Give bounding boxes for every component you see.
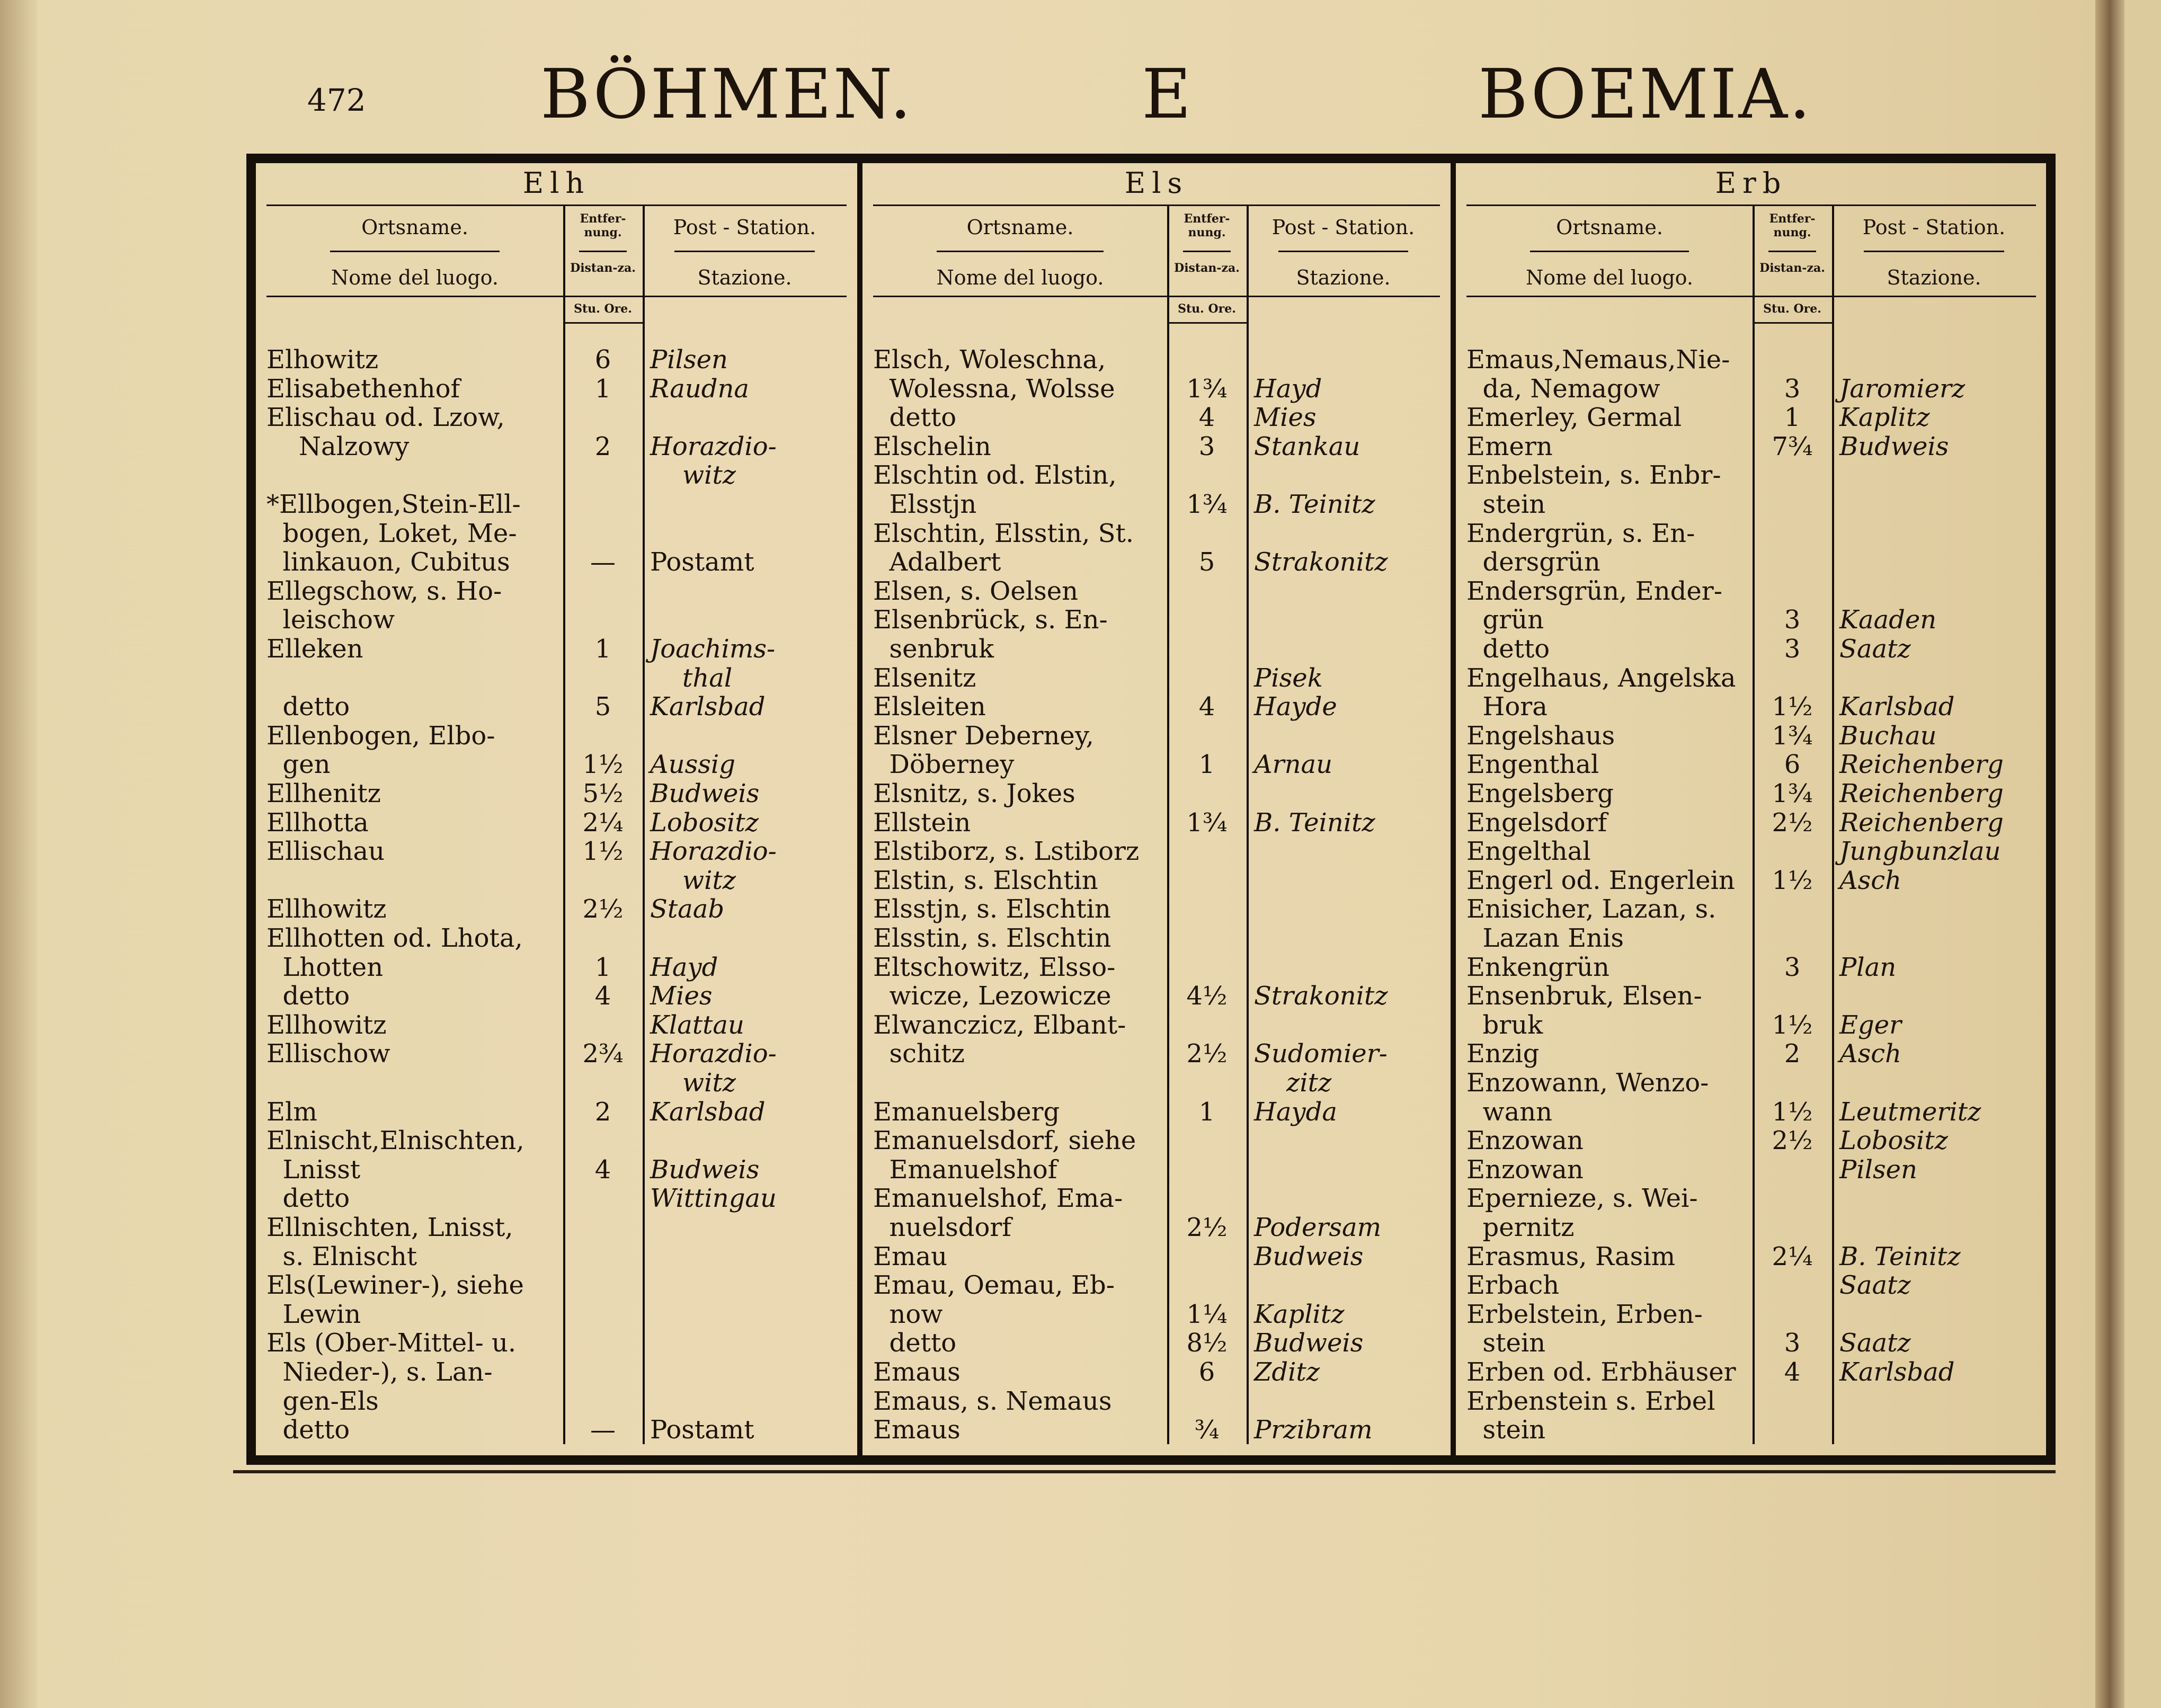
header-ortsname: Ortsname.	[361, 216, 468, 239]
place-name: detto	[1466, 634, 1550, 664]
header-stunden-ore: Stu. Ore.	[1178, 302, 1236, 316]
place-name: Eltschowitz, Elsso-	[873, 952, 1116, 982]
place-name: detto	[873, 1328, 957, 1358]
distance-value: 5½	[582, 779, 624, 808]
distance-value: 4	[594, 1154, 611, 1185]
place-name: Ellischau	[266, 837, 385, 867]
distance-value: 1	[594, 952, 611, 982]
units-underline	[1753, 322, 1832, 324]
distance-value: 2¼	[1772, 1241, 1813, 1271]
place-name: Elsnitz, s. Jokes	[873, 779, 1075, 808]
place-name: Erbelstein, Erben-	[1466, 1299, 1703, 1329]
station-column-rule	[643, 204, 645, 1444]
post-station: Karlsbad	[650, 1097, 766, 1127]
distance-value: 1¾	[1186, 490, 1228, 519]
table-bottom-rule	[233, 1470, 2056, 1473]
place-name: Ellhotta	[266, 807, 369, 838]
place-name: schitz	[873, 1039, 965, 1069]
header-entfernung: Entfer-nung.	[580, 212, 626, 239]
post-station: Arnau	[1254, 750, 1333, 780]
distance-value: 1¼	[1186, 1299, 1228, 1329]
header-top-rule	[873, 204, 1440, 206]
header-distanza: Distan-za.	[1759, 261, 1825, 275]
post-station: Lobositz	[1839, 1126, 1948, 1156]
facing-page-edge	[2124, 0, 2161, 1708]
place-name: Els (Ober-Mittel- u.	[266, 1328, 517, 1358]
distance-value: 3	[1198, 431, 1215, 461]
post-station: Karlsbad	[1839, 692, 1955, 722]
post-station: Hayde	[1254, 692, 1337, 722]
place-name: Elsenbrück, s. En-	[873, 605, 1108, 635]
post-station: Strakonitz	[1254, 981, 1388, 1011]
distance-value: 6	[1784, 750, 1801, 780]
column-title: Els	[1124, 166, 1189, 200]
gazetteer-table	[246, 154, 2056, 1465]
distance-value: 1½	[1772, 865, 1813, 895]
post-station: Hayd	[650, 952, 718, 982]
column-title: Erb	[1715, 166, 1788, 200]
place-name: bruk	[1466, 1010, 1543, 1040]
post-station: B. Teinitz	[1254, 490, 1375, 519]
place-name: Wolessna, Wolsse	[873, 373, 1115, 404]
place-name: Adalbert	[873, 547, 1001, 577]
place-name: Emanuelsberg	[873, 1097, 1060, 1127]
place-name: senbruk	[873, 634, 994, 664]
distance-value: 3	[1784, 634, 1801, 664]
place-name: Enzowan	[1466, 1126, 1584, 1156]
header-nome-del-luogo: Nome del luogo.	[1526, 266, 1693, 289]
post-station: Lobositz	[650, 807, 759, 838]
place-name: Hora	[1466, 692, 1548, 722]
distance-value: —	[590, 547, 616, 577]
place-name: Erben od. Erbhäuser	[1466, 1357, 1736, 1387]
post-station: Pilsen	[650, 345, 728, 375]
ortsname-underline	[330, 251, 500, 252]
header-bottom-rule	[1466, 296, 2036, 297]
place-name: Emerley, Germal	[1466, 403, 1682, 433]
post-station: Reichenberg	[1839, 750, 2004, 780]
post-station: Hayda	[1254, 1097, 1337, 1127]
place-name: Emanuelshof	[873, 1154, 1057, 1185]
place-name: stein	[1466, 490, 1546, 519]
place-name: leischow	[266, 605, 395, 635]
place-name: Engelhaus, Angelska	[1466, 663, 1736, 693]
distance-value: ¾	[1194, 1415, 1220, 1445]
distance-value: 6	[1198, 1357, 1215, 1387]
place-name: Elschtin, Elsstin, St.	[873, 518, 1134, 548]
place-name: Emau, Oemau, Eb-	[873, 1270, 1115, 1301]
distance-underline	[1768, 251, 1816, 252]
place-name: Elisabethenhof	[266, 373, 460, 404]
place-name: Enzig	[1466, 1039, 1540, 1069]
place-name: Els(Lewiner-), siehe	[266, 1270, 524, 1301]
place-name: Emanuelshof, Ema-	[873, 1184, 1123, 1214]
column-divider	[857, 163, 862, 1455]
station-column-rule	[1247, 204, 1249, 1444]
distance-value: 2¾	[582, 1039, 624, 1069]
header-post-station: Post - Station.	[673, 216, 816, 239]
place-name: pernitz	[1466, 1213, 1575, 1242]
post-station: Hayd	[1254, 373, 1322, 404]
place-name: Endergrün, s. En-	[1466, 518, 1695, 548]
place-name: Emau	[873, 1241, 948, 1271]
header-entfernung: Entfer-nung.	[1184, 212, 1230, 239]
header-stazione: Stazione.	[697, 266, 792, 289]
place-name: detto	[873, 403, 957, 433]
distance-value: —	[590, 1415, 616, 1445]
place-name: Ellstein	[873, 807, 971, 838]
post-station: Saatz	[1839, 1328, 1911, 1358]
station-underline	[1278, 251, 1408, 252]
place-name: Erasmus, Rasim	[1466, 1241, 1676, 1271]
place-name: linkauon, Cubitus	[266, 547, 510, 577]
distance-value: 1¾	[1186, 807, 1228, 838]
header-stazione: Stazione.	[1887, 266, 1981, 289]
place-name: stein	[1466, 1415, 1546, 1445]
place-name: Emaus	[873, 1415, 961, 1445]
place-name: detto	[266, 1184, 350, 1214]
distance-value: 1¾	[1772, 779, 1813, 808]
header-ortsname: Ortsname.	[966, 216, 1074, 239]
place-name: Emaus, s. Nemaus	[873, 1386, 1112, 1416]
place-name: Elhowitz	[266, 345, 379, 375]
book-gutter	[2095, 0, 2124, 1708]
place-name: Emaus	[873, 1357, 961, 1387]
header-ortsname: Ortsname.	[1556, 216, 1663, 239]
place-name: Engerl od. Engerlein	[1466, 865, 1735, 895]
distance-value: 8½	[1186, 1328, 1228, 1358]
post-station: Staab	[650, 894, 725, 924]
post-station: Pisek	[1254, 663, 1323, 693]
page-header	[0, 55, 2093, 151]
place-name: Emaus,Nemaus,Nie-	[1466, 345, 1730, 375]
header-left-title: BÖHMEN.	[540, 55, 913, 134]
place-name: Elsstjn, s. Elschtin	[873, 894, 1111, 924]
place-name: Emanuelsdorf, siehe	[873, 1126, 1136, 1156]
place-name: Enzowan	[1466, 1154, 1584, 1185]
distance-value: 2½	[1772, 807, 1813, 838]
post-station: Plan	[1839, 952, 1897, 982]
table-column-elh	[256, 163, 857, 1455]
place-name: da, Nemagow	[1466, 373, 1660, 404]
place-name: *Ellbogen,Stein-Ell-	[266, 490, 521, 519]
post-station: Podersam	[1254, 1213, 1382, 1242]
distance-value: 1	[594, 373, 611, 404]
distance-underline	[579, 251, 627, 252]
distance-value: 1	[1198, 1097, 1215, 1127]
distance-value: 1¾	[1186, 373, 1228, 404]
post-station: Saatz	[1839, 634, 1911, 664]
header-stazione: Stazione.	[1296, 266, 1391, 289]
distance-value: 1	[594, 634, 611, 664]
place-name: Elsleiten	[873, 692, 986, 722]
post-station: Leutmeritz	[1839, 1097, 1981, 1127]
distance-value: 4	[594, 981, 611, 1011]
post-station: Mies	[650, 981, 713, 1011]
place-name: wicze, Lezowicze	[873, 981, 1111, 1011]
post-station: Karlsbad	[1839, 1357, 1955, 1387]
distance-value: 3	[1784, 1328, 1801, 1358]
distance-value: 3	[1784, 373, 1801, 404]
distance-value: 2¼	[582, 807, 624, 838]
place-name: nuelsdorf	[873, 1213, 1012, 1242]
place-name: Epernieze, s. Wei-	[1466, 1184, 1698, 1214]
post-station: Postamt	[650, 1415, 754, 1445]
header-top-rule	[1466, 204, 2036, 206]
distance-value: 1½	[582, 837, 624, 867]
place-name: detto	[266, 1415, 350, 1445]
table-column-els	[862, 163, 1451, 1455]
header-post-station: Post - Station.	[1271, 216, 1415, 239]
distance-value: 7¾	[1772, 431, 1813, 461]
post-station: Postamt	[650, 547, 754, 577]
place-name: Elsstjn	[873, 490, 977, 519]
post-station: Budweis	[1254, 1241, 1364, 1271]
distance-value: 2½	[582, 894, 624, 924]
place-name: Erbach	[1466, 1270, 1560, 1301]
place-name: Ellhenitz	[266, 779, 381, 808]
place-name: Elischau od. Lzow,	[266, 403, 505, 433]
place-name: Elm	[266, 1097, 317, 1127]
post-station: Kaplitz	[1254, 1299, 1345, 1329]
post-station: Asch	[1839, 1039, 1902, 1069]
header-top-rule	[266, 204, 847, 206]
column-divider	[1451, 163, 1456, 1455]
header-stunden-ore: Stu. Ore.	[1763, 302, 1821, 316]
header-bottom-rule	[266, 296, 847, 297]
place-name: detto	[266, 981, 350, 1011]
distance-value: 3	[1784, 605, 1801, 635]
place-name: Engenthal	[1466, 750, 1599, 780]
distance-value: 1	[1198, 750, 1215, 780]
place-name: bogen, Loket, Me-	[266, 518, 517, 548]
post-station: witz	[650, 865, 736, 895]
place-name: Elstiborz, s. Lstiborz	[873, 837, 1140, 867]
header-entfernung: Entfer-nung.	[1769, 212, 1816, 239]
post-station: witz	[650, 460, 736, 491]
post-station: Kaaden	[1839, 605, 1937, 635]
post-station: Budweis	[650, 1154, 760, 1185]
distance-value: 5	[594, 692, 611, 722]
distance-value: 1¾	[1772, 720, 1813, 751]
place-name: Elsenitz	[873, 663, 976, 693]
distance-value: 4	[1784, 1357, 1801, 1387]
place-name: Engelshaus	[1466, 720, 1615, 751]
post-station: Reichenberg	[1839, 807, 2004, 838]
post-station: Saatz	[1839, 1270, 1911, 1301]
place-name: Enzowann, Wenzo-	[1466, 1068, 1709, 1098]
post-station: B. Teinitz	[1254, 807, 1375, 838]
distance-value: 1½	[1772, 1010, 1813, 1040]
place-name: Elleken	[266, 634, 363, 664]
place-name: Engelthal	[1466, 837, 1591, 867]
post-station: Joachims-	[650, 634, 776, 664]
station-underline	[674, 251, 815, 252]
distance-value: 1½	[1772, 1097, 1813, 1127]
place-name: Lazan Enis	[1466, 923, 1624, 953]
place-name: Elsstin, s. Elschtin	[873, 923, 1111, 953]
place-name: Nalzowy	[266, 431, 410, 461]
header-distanza: Distan-za.	[570, 261, 636, 275]
place-name: Lhotten	[266, 952, 384, 982]
place-name: Emern	[1466, 431, 1553, 461]
distance-value: 5	[1198, 547, 1215, 577]
place-name: Ellnischten, Lnisst,	[266, 1213, 513, 1242]
table-column-erb	[1456, 163, 2047, 1455]
place-name: Elsner Deberney,	[873, 720, 1094, 751]
post-station: Przibram	[1254, 1415, 1373, 1445]
units-underline	[563, 322, 643, 324]
header-distanza: Distan-za.	[1174, 261, 1240, 275]
place-name: Ensenbruk, Elsen-	[1466, 981, 1702, 1011]
post-station: Reichenberg	[1839, 779, 2004, 808]
post-station: Aussig	[650, 750, 735, 780]
place-name: detto	[266, 692, 350, 722]
page-number: 472	[307, 82, 366, 118]
place-name: Elnischt,Elnischten,	[266, 1126, 524, 1156]
post-station: thal	[650, 663, 733, 693]
post-station: Stankau	[1254, 431, 1360, 461]
place-name: Elschelin	[873, 431, 991, 461]
place-name: gen-Els	[266, 1386, 379, 1416]
post-station: B. Teinitz	[1839, 1241, 1961, 1271]
place-name: Engelsdorf	[1466, 807, 1607, 838]
post-station: Wittingau	[650, 1184, 777, 1214]
distance-value: 2	[594, 1097, 611, 1127]
place-name: Ellhowitz	[266, 1010, 387, 1040]
place-name: stein	[1466, 1328, 1546, 1358]
header-letter: E	[1142, 55, 1193, 134]
place-name: Ellegschow, s. Ho-	[266, 576, 502, 606]
place-name: Lnisst	[266, 1154, 361, 1185]
place-name: Enkengrün	[1466, 952, 1609, 982]
distance-value: 2½	[1186, 1213, 1228, 1242]
distance-value: 2	[594, 431, 611, 461]
post-station: Horazdio-	[650, 837, 777, 867]
place-name: dersgrün	[1466, 547, 1600, 577]
station-column-rule	[1832, 204, 1834, 1444]
station-underline	[1864, 251, 2004, 252]
place-name: Elsen, s. Oelsen	[873, 576, 1079, 606]
place-name: Döberney	[873, 750, 1015, 780]
header-bottom-rule	[873, 296, 1440, 297]
place-name: wann	[1466, 1097, 1553, 1127]
column-title: Elh	[522, 166, 591, 200]
place-name: grün	[1466, 605, 1544, 635]
distance-value: 6	[594, 345, 611, 375]
place-name: Ellischow	[266, 1039, 390, 1069]
place-name: Engelsberg	[1466, 779, 1614, 808]
distance-value: 4½	[1186, 981, 1228, 1011]
place-name: Elsch, Woleschna,	[873, 345, 1106, 375]
post-station: Pilsen	[1839, 1154, 1917, 1185]
place-name: Elwanczicz, Elbant-	[873, 1010, 1126, 1040]
post-station: Budweis	[1254, 1328, 1364, 1358]
distance-value: 4	[1198, 403, 1215, 433]
post-station: Sudomier-	[1254, 1039, 1388, 1069]
post-station: Jungbunzlau	[1839, 837, 2001, 867]
post-station: Strakonitz	[1254, 547, 1388, 577]
header-nome-del-luogo: Nome del luogo.	[331, 266, 499, 289]
place-name: Enisicher, Lazan, s.	[1466, 894, 1717, 924]
post-station: Budweis	[650, 779, 760, 808]
post-station: Horazdio-	[650, 431, 777, 461]
post-station: Zditz	[1254, 1357, 1320, 1387]
post-station: Karlsbad	[650, 692, 766, 722]
distance-value: 4	[1198, 692, 1215, 722]
place-name: now	[873, 1299, 943, 1329]
distance-value: 1½	[1772, 692, 1813, 722]
post-station: Raudna	[650, 373, 750, 404]
post-station: zitz	[1254, 1068, 1332, 1098]
header-post-station: Post - Station.	[1862, 216, 2006, 239]
place-name: Nieder-), s. Lan-	[266, 1357, 493, 1387]
post-station: Budweis	[1839, 431, 1949, 461]
place-name: Lewin	[266, 1299, 361, 1329]
distance-value: 1	[1784, 403, 1801, 433]
post-station: Asch	[1839, 865, 1902, 895]
header-stunden-ore: Stu. Ore.	[574, 302, 632, 316]
ortsname-underline	[937, 251, 1104, 252]
post-station: Klattau	[650, 1010, 744, 1040]
post-station: Mies	[1254, 403, 1317, 433]
place-name: Ellhowitz	[266, 894, 387, 924]
distance-value: 2½	[1772, 1126, 1813, 1156]
post-station: Buchau	[1839, 720, 1937, 751]
post-station: Eger	[1839, 1010, 1902, 1040]
page-edge-shadow	[0, 0, 37, 1708]
distance-underline	[1183, 251, 1231, 252]
distance-value: 1½	[582, 750, 624, 780]
post-station: witz	[650, 1068, 736, 1098]
units-underline	[1167, 322, 1247, 324]
place-name: s. Elnischt	[266, 1241, 417, 1271]
place-name: Ellenbogen, Elbo-	[266, 720, 495, 751]
distance-value: 3	[1784, 952, 1801, 982]
place-name: Ellhotten od. Lhota,	[266, 923, 523, 953]
ortsname-underline	[1530, 251, 1689, 252]
place-name: Enbelstein, s. Enbr-	[1466, 460, 1721, 491]
header-right-title: BOEMIA.	[1478, 55, 1812, 134]
place-name: Elstin, s. Elschtin	[873, 865, 1098, 895]
distance-value: 2½	[1186, 1039, 1228, 1069]
place-name: Elschtin od. Elstin,	[873, 460, 1117, 491]
header-nome-del-luogo: Nome del luogo.	[936, 266, 1104, 289]
post-station: Jaromierz	[1839, 373, 1966, 404]
place-name: Erbenstein s. Erbel	[1466, 1386, 1715, 1416]
post-station: Horazdio-	[650, 1039, 777, 1069]
place-name: Endersgrün, Ender-	[1466, 576, 1722, 606]
place-name: gen	[266, 750, 331, 780]
post-station: Kaplitz	[1839, 403, 1930, 433]
distance-value: 2	[1784, 1039, 1801, 1069]
